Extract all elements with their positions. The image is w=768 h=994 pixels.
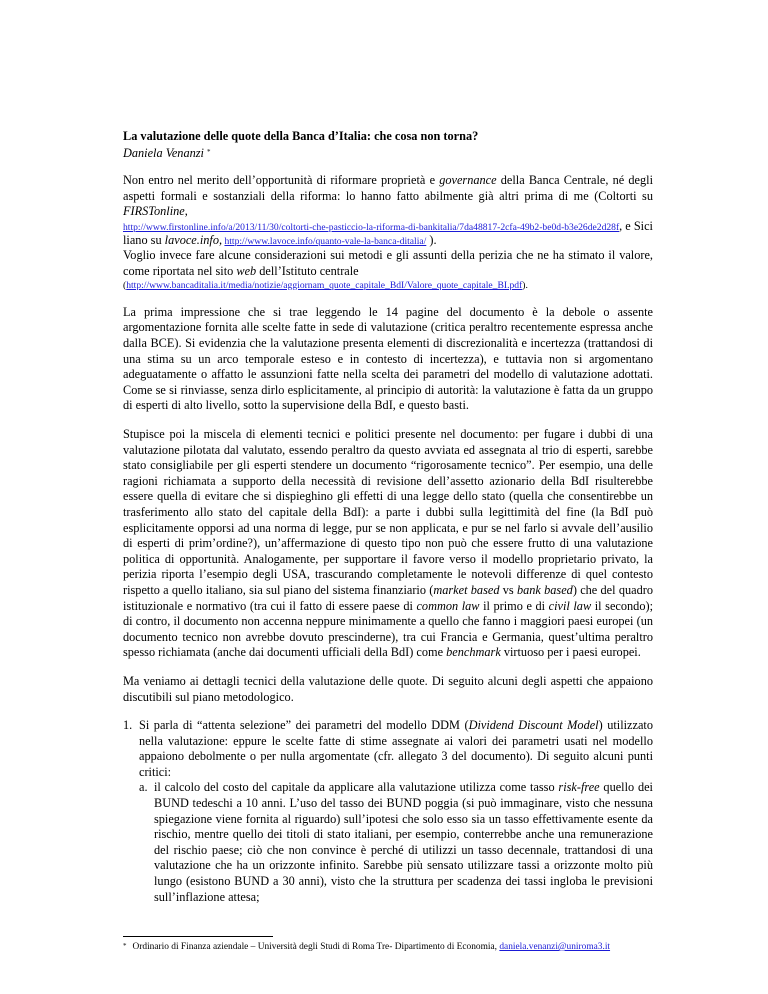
intro-text: dell’Istituto centrale xyxy=(256,263,359,278)
intro-text-italic: web xyxy=(236,263,257,278)
paragraph-text: ) che del quadro istituzionale e normativo (tra cui il fatto di essere paese di xyxy=(123,582,653,613)
lavoce-link[interactable]: http://www.lavoce.info/quanto-vale-la-banca-ditalia/ xyxy=(224,236,427,248)
list-text: ) utilizzato nella valutazione: eppure le scelte fatte di stime assegnate ai valori dei parametri usati nel modello appaiono debolmente o per nulla argomentate (cfr. allegato 3 del documento). Di seguito alcuni punti critici: xyxy=(139,718,653,779)
footnote-reference[interactable]: * xyxy=(207,148,211,156)
paragraph-text: il secondo); di contro, il documento non accenna neppure minimamente a quello che fanno i maggiori paesi europei (un documento tecnico non avrebbe dovuto prescinderne), tra cui Francia e Germania, quest’ultima peraltro spesso richiamata (anche dai documenti ufficiali della BdI) come xyxy=(123,598,653,660)
list-text: Si parla di “attenta selezione” dei parametri del modello DDM ( xyxy=(139,718,469,733)
paren: ). xyxy=(522,279,528,291)
sub-list-body xyxy=(154,780,653,905)
intro-text: Non entro nel merito dell’opportunità di riformare proprietà e xyxy=(123,173,440,187)
paragraph-italic: market based xyxy=(433,582,500,597)
list-text: quello dei BUND tedeschi a 10 anni. L’uso del tasso dei BUND poggia (si può immaginare, visto che nessuna spiegazione viene fornita al riguardo) sull’ipotesi che solo esso sia un tasso effettivamente esente da rischio, mentre quello dei titoli di stato italiani, per esempio, conterrebbe anche una remunerazione del rischio paese; ciò che non convince è perché di utilizzi un tasso decennale, trattandosi di una valutazione che ha un orizzonte infinito. Sarebbe più sensato utilizzare tassi a orizzonte molto più lungo (esistono BUND a 30 anni), visto che la struttura per scadenza dei tassi ingloba le previsioni sull’inflazione attesa; xyxy=(154,780,653,904)
list-text-italic: Dividend Discount Model xyxy=(468,718,599,733)
paren: ( xyxy=(123,279,127,291)
paragraph-italic: civil law xyxy=(548,598,592,613)
footnote-text: Ordinario di Finanza aziendale – Università degli Studi di Roma Tre- Dipartimento di Economia, xyxy=(132,942,500,952)
list-text-italic: risk-free xyxy=(558,780,600,795)
paragraph-italic: benchmark xyxy=(446,645,501,660)
list-number: 1. xyxy=(123,718,133,733)
intro-paragraph xyxy=(123,173,653,292)
numbered-list xyxy=(123,718,653,905)
details-paragraph xyxy=(123,674,653,705)
paragraph-text: La prima impressione che si trae leggendo le 14 pagine del documento è la debole o assente argomentazione fornita alle scelte fatte in sede di valutazione (critica peraltro recentemente espressa anche dalla BCE). Si evidenzia che la valutazione presenta elementi di discrezionalità e incertezza (trattandosi di una stima su un arco temporale esteso e in contesto di incertezza), e tuttavia non si argomentano adeguatamente o affatto le assunzioni fatte nella scelta dei parametri del modello di valutazione adottati. Come se si rinviasse, senza dirlo esplicitamente, al principio di autorità: la valutazione è fatta da un gruppo di esperti di alto livello, sotto la supervisione della BdI, e questo basti. xyxy=(123,304,653,413)
paragraph-italic: common law xyxy=(416,598,480,613)
intro-text: ). xyxy=(426,233,437,248)
footnote xyxy=(123,941,723,953)
paragraph-text: virtuoso per i paesi europei. xyxy=(500,645,641,660)
paragraph-italic: bank based xyxy=(516,582,573,597)
impression-paragraph xyxy=(123,305,653,414)
intro-text-italic: lavoce.info, xyxy=(164,233,223,248)
footnote-mark: * xyxy=(123,942,127,950)
author-line xyxy=(123,145,653,162)
email-link[interactable]: daniela.venanzi@uniroma3.it xyxy=(499,942,611,952)
document-body xyxy=(123,128,653,905)
paragraph-text: vs xyxy=(499,582,517,597)
sub-list-item xyxy=(139,780,653,905)
list-item-body xyxy=(139,718,653,780)
list-text: il calcolo del costo del capitale da applicare alla valutazione utilizza come tasso xyxy=(154,780,559,795)
intro-text: , e Siciliano su xyxy=(123,218,653,248)
mix-paragraph xyxy=(123,427,653,661)
author-name: Daniela Venanzi xyxy=(123,146,204,160)
intro-text-italic: governance xyxy=(439,173,497,187)
paragraph-text: Ma veniamo ai dettagli tecnici della valutazione delle quote. Di seguito alcuni degli aspetti che appaiono discutibili sul piano metodologico. xyxy=(123,673,653,704)
intro-text: Voglio invece fare alcune considerazioni sui metodi e gli assunti della perizia che ne ha stimato il valore, come riportata nel sito xyxy=(123,248,653,278)
firstonline-link[interactable]: http://www.firstonline.info/a/2013/11/30/coltorti-che-pasticcio-la-riforma-di-bankitalia/7da48817-2cfa-49b2-be0d-b3e26de2d28f xyxy=(123,221,620,233)
document-title: La valutazione delle quote della Banca d’Italia: che cosa non torna? xyxy=(123,129,479,143)
intro-text: , xyxy=(184,204,188,219)
intro-text: della Banca Centrale, né degli aspetti formali e sostanziali della riforma: lo hanno fatto abilmente già altri prima di me (Coltorti su xyxy=(123,173,653,203)
paragraph-text: il primo e di xyxy=(479,598,549,613)
list-item xyxy=(123,718,653,780)
bancaditalia-link[interactable]: http://www.bancaditalia.it/media/notizie/aggiornam_quote_capitale_BdI/Valore_quote_capitale_BI.pdf xyxy=(126,279,523,291)
intro-text-italic: FIRSTonline xyxy=(123,204,185,219)
footnote-separator xyxy=(123,936,273,937)
paragraph-text: Stupisce poi la miscela di elementi tecnici e politici presente nel documento: per fugare i dubbi di una valutazione pilotata dal valutato, essendo peraltro da questo avviata ed assegnata al trio di esperti, sarebbe stato consigliabile per gli esperti stendere un documento “rigorosamente tecnico”. Per esempio, una delle ragioni richiamata a supporto della necessità di revisione dell’assetto azionario della BdI risulterebbe essere quella di evitare che si dispieghino gli effetti di una legge dello stato (quella che consentirebbe un trasferimento allo stato del capitale della BdI): a parte i dubbi sulla legittimità del fine (la BdI può esplicitamente opporsi ad una norma di legge, pur se non applicata, e pur se nel farlo si avvale dell’ausilio di esperti di prim’ordine?), un’affermazione di questo tipo non può che essere frutto di una valutazione politica di opportunità. Analogamente, per supportare il favore verso il modello proprietario privato, la perizia riporta l’esempio degli USA, trascurando completamente le notevoli differenze di quel contesto rispetto a quello italiano, sia sul piano del sistema finanziario ( xyxy=(123,427,653,597)
sub-list-letter: a. xyxy=(139,780,148,795)
